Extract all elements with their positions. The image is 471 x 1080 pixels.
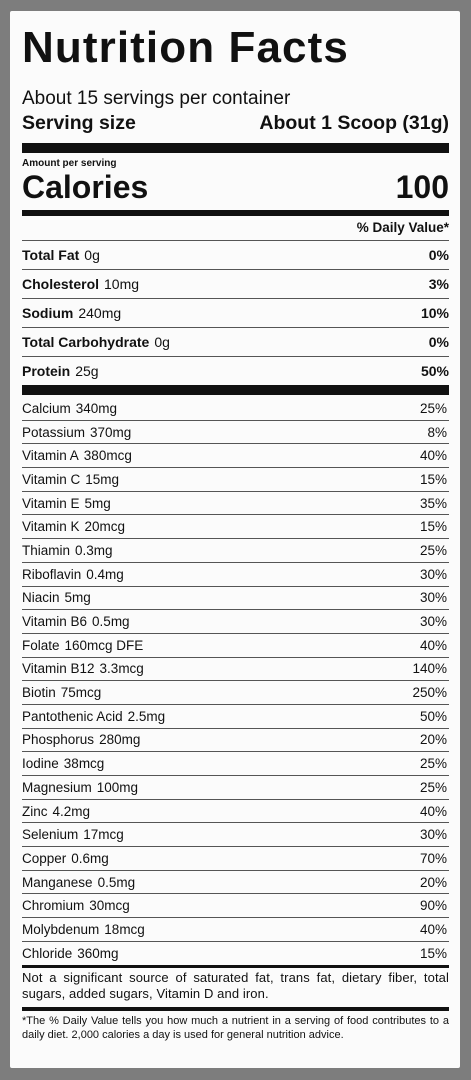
micro-nutrient-daily-value: 140% — [412, 661, 447, 677]
macronutrient-list — [22, 241, 449, 385]
serving-size-row — [22, 111, 449, 135]
micro-nutrient-row — [22, 942, 449, 965]
micro-nutrient-row — [22, 847, 449, 871]
micro-nutrient-name: Niacin — [22, 590, 60, 606]
thick-divider — [22, 385, 449, 395]
macro-nutrient-name-amount — [22, 305, 121, 321]
micro-nutrient-row — [22, 515, 449, 539]
macro-nutrient-name: Sodium — [22, 305, 74, 321]
macro-nutrient-amount: 0g — [154, 334, 170, 350]
micro-nutrient-amount: 0.4mg — [86, 566, 124, 582]
micro-nutrient-name-amount — [22, 709, 165, 724]
micro-nutrient-name-amount — [22, 401, 117, 416]
servings-per-container: About 15 servings per container — [22, 88, 291, 109]
micro-nutrient-row — [22, 658, 449, 682]
macro-nutrient-amount: 0g — [84, 247, 100, 263]
micro-nutrient-name: Vitamin C — [22, 471, 81, 487]
micro-nutrient-daily-value: 50% — [419, 708, 447, 724]
macro-nutrient-amount: 25g — [75, 363, 99, 379]
micro-nutrient-amount: 20mcg — [84, 519, 126, 535]
micro-nutrient-amount: 17mcg — [83, 827, 124, 843]
macro-nutrient-name: Protein — [22, 363, 71, 379]
daily-value-footnote: *The % Daily Value tells you how much a nutrient in a serving of food contributes to a daily diet. 2,000 calories a day is used for general nutrition advice. — [22, 1014, 449, 1041]
micro-nutrient-row — [22, 776, 449, 800]
micro-nutrient-daily-value: 40% — [419, 448, 447, 464]
micro-nutrient-name: Iodine — [22, 756, 59, 772]
micro-nutrient-name-amount — [22, 496, 111, 511]
micro-nutrient-name-amount — [22, 732, 140, 747]
micro-nutrient-name: Potassium — [22, 424, 86, 440]
micro-nutrient-row — [22, 539, 449, 563]
macro-nutrient-name: Cholesterol — [22, 276, 100, 292]
macro-nutrient-row — [22, 241, 449, 270]
micro-nutrient-name: Selenium — [22, 827, 79, 843]
micro-nutrient-name: Chromium — [22, 898, 85, 914]
micro-nutrient-amount: 4.2mg — [52, 803, 91, 819]
micro-nutrient-daily-value: 90% — [419, 898, 447, 914]
micro-nutrient-daily-value: 25% — [419, 542, 447, 558]
micro-nutrient-amount: 280mg — [99, 732, 141, 748]
micro-nutrient-daily-value: 15% — [419, 471, 447, 487]
micro-nutrient-name: Biotin — [22, 685, 56, 701]
micro-nutrient-amount: 370mg — [90, 424, 132, 440]
macro-nutrient-daily-value: 3% — [428, 276, 449, 292]
macro-nutrient-name: Total Carbohydrate — [22, 334, 150, 350]
micro-nutrient-amount: 0.5mg — [92, 614, 130, 630]
micro-nutrient-row — [22, 871, 449, 895]
micro-nutrient-amount: 5mg — [84, 495, 111, 511]
macro-nutrient-row — [22, 357, 449, 385]
micro-nutrient-amount: 160mcg DFE — [64, 637, 144, 653]
micro-nutrient-name: Vitamin E — [22, 495, 80, 511]
micro-nutrient-row — [22, 610, 449, 634]
micro-nutrient-name-amount — [22, 922, 145, 937]
micro-nutrient-name-amount — [22, 851, 109, 866]
label-title: Nutrition Facts — [22, 23, 349, 72]
micro-nutrient-daily-value: 20% — [419, 732, 447, 748]
micro-nutrient-daily-value: 25% — [419, 779, 447, 795]
micro-nutrient-name-amount — [22, 827, 124, 842]
macro-nutrient-row — [22, 270, 449, 299]
micro-nutrient-name: Molybdenum — [22, 921, 100, 937]
micro-nutrient-amount: 380mcg — [83, 448, 132, 464]
amount-per-serving: Amount per serving — [22, 158, 117, 169]
macro-nutrient-name-amount — [22, 247, 100, 263]
footnote-divider — [22, 1007, 449, 1011]
micro-nutrient-name-amount — [22, 898, 130, 913]
macro-nutrient-amount: 10mg — [104, 276, 140, 292]
micro-nutrient-amount: 75mcg — [60, 685, 102, 701]
micro-nutrient-name: Phosphorus — [22, 732, 95, 748]
macro-nutrient-name: Total Fat — [22, 247, 80, 263]
micro-nutrient-row — [22, 468, 449, 492]
micro-nutrient-name-amount — [22, 448, 132, 463]
micro-nutrient-daily-value: 30% — [419, 827, 447, 843]
macro-nutrient-daily-value: 0% — [428, 247, 449, 263]
micro-nutrient-name: Riboflavin — [22, 566, 82, 582]
micro-nutrient-daily-value: 8% — [427, 424, 447, 440]
micro-nutrient-name-amount — [22, 543, 113, 558]
nutrition-facts-label — [22, 19, 449, 1042]
macro-nutrient-amount: 240mg — [78, 305, 122, 321]
micro-nutrient-daily-value: 40% — [419, 637, 447, 653]
micro-nutrient-daily-value: 30% — [419, 566, 447, 582]
micro-nutrient-name: Pantothenic Acid — [22, 708, 123, 724]
micro-nutrient-amount: 30mcg — [89, 898, 130, 914]
micro-nutrient-name-amount — [22, 590, 91, 605]
macro-nutrient-daily-value: 10% — [420, 305, 449, 321]
calories-label: Calories — [22, 169, 149, 205]
micronutrient-list — [22, 397, 449, 965]
micro-nutrient-name-amount — [22, 685, 101, 700]
micro-nutrient-amount: 360mg — [77, 945, 119, 961]
micro-nutrient-row — [22, 729, 449, 753]
micro-nutrient-row — [22, 918, 449, 942]
micro-nutrient-name-amount — [22, 661, 144, 676]
micro-nutrient-amount: 38mcg — [63, 756, 105, 772]
micro-nutrient-row — [22, 587, 449, 611]
micro-nutrient-name: Vitamin K — [22, 519, 80, 535]
micro-nutrient-row — [22, 823, 449, 847]
calories-value: 100 — [395, 169, 449, 205]
micro-nutrient-name-amount — [22, 946, 119, 961]
micro-nutrient-name: Chloride — [22, 945, 73, 961]
macro-nutrient-row — [22, 299, 449, 328]
micro-nutrient-daily-value: 40% — [419, 803, 447, 819]
micro-nutrient-row — [22, 563, 449, 587]
micro-nutrient-name-amount — [22, 780, 138, 795]
micro-nutrient-daily-value: 25% — [419, 756, 447, 772]
micro-nutrient-amount: 2.5mg — [127, 708, 166, 724]
micro-nutrient-name: Vitamin B12 — [22, 661, 95, 677]
micro-nutrient-daily-value: 250% — [412, 685, 447, 701]
micro-nutrient-amount: 3.3mcg — [99, 661, 144, 677]
micro-nutrient-row — [22, 397, 449, 421]
daily-value-header: % Daily Value* — [22, 216, 449, 241]
micro-nutrient-row — [22, 681, 449, 705]
macro-nutrient-row — [22, 328, 449, 357]
micro-nutrient-name: Folate — [22, 637, 60, 653]
micro-nutrient-daily-value: 35% — [419, 495, 447, 511]
micro-nutrient-name: Copper — [22, 850, 67, 866]
micro-nutrient-daily-value: 15% — [419, 519, 447, 535]
micro-nutrient-row — [22, 634, 449, 658]
micro-nutrient-row — [22, 894, 449, 918]
micro-nutrient-name: Zinc — [22, 803, 48, 819]
micro-nutrient-row — [22, 752, 449, 776]
micro-nutrient-amount: 0.5mg — [97, 874, 136, 890]
thick-divider — [22, 143, 449, 153]
micro-nutrient-name-amount — [22, 638, 143, 653]
micro-nutrient-name: Thiamin — [22, 542, 71, 558]
micro-nutrient-daily-value: 70% — [419, 850, 447, 866]
micro-nutrient-name-amount — [22, 519, 125, 534]
micro-nutrient-daily-value: 30% — [419, 614, 447, 630]
macro-nutrient-name-amount — [22, 276, 139, 292]
macro-nutrient-name-amount — [22, 363, 99, 379]
micro-nutrient-name: Manganese — [22, 874, 93, 890]
micro-nutrient-name-amount — [22, 875, 135, 890]
not-significant-footnote: Not a significant source of saturated fat, trans fat, dietary fiber, total sugars, added sugars, Vitamin D and iron. — [22, 969, 449, 1001]
calories-row — [22, 170, 449, 204]
micro-nutrient-daily-value: 40% — [419, 921, 447, 937]
micro-nutrient-amount: 340mg — [75, 400, 118, 416]
micro-nutrient-name-amount — [22, 804, 90, 819]
micro-nutrient-name-amount — [22, 425, 131, 440]
nutrition-facts-panel — [10, 11, 460, 1068]
micro-nutrient-daily-value: 30% — [419, 590, 447, 606]
micro-nutrient-name-amount — [22, 472, 119, 487]
micro-nutrient-name: Vitamin A — [22, 448, 79, 464]
micro-nutrient-name: Magnesium — [22, 779, 92, 795]
micro-nutrient-amount: 0.6mg — [71, 850, 109, 866]
micro-nutrient-daily-value: 20% — [419, 874, 447, 890]
micro-nutrient-name-amount — [22, 567, 124, 582]
micro-nutrient-name: Vitamin B6 — [22, 614, 88, 630]
micro-nutrient-daily-value: 15% — [419, 945, 447, 961]
micro-nutrient-amount: 0.3mg — [75, 542, 113, 558]
micro-nutrient-name-amount — [22, 756, 104, 771]
micro-nutrient-amount: 100mg — [96, 779, 139, 795]
micro-nutrient-daily-value: 25% — [419, 400, 447, 416]
macro-nutrient-daily-value: 0% — [428, 334, 449, 350]
thin-divider — [22, 965, 449, 968]
micro-nutrient-amount: 15mg — [85, 471, 120, 487]
serving-size-value: About 1 Scoop (31g) — [259, 112, 449, 134]
macro-nutrient-daily-value: 50% — [420, 363, 449, 379]
micro-nutrient-amount: 18mcg — [104, 921, 145, 937]
micro-nutrient-amount: 5mg — [64, 590, 91, 606]
macro-nutrient-name-amount — [22, 334, 170, 350]
micro-nutrient-row — [22, 444, 449, 468]
micro-nutrient-name: Calcium — [22, 400, 71, 416]
micro-nutrient-name-amount — [22, 614, 130, 629]
micro-nutrient-row — [22, 705, 449, 729]
micro-nutrient-row — [22, 800, 449, 824]
micro-nutrient-row — [22, 421, 449, 445]
micro-nutrient-row — [22, 492, 449, 516]
serving-size-label: Serving size — [22, 112, 136, 134]
